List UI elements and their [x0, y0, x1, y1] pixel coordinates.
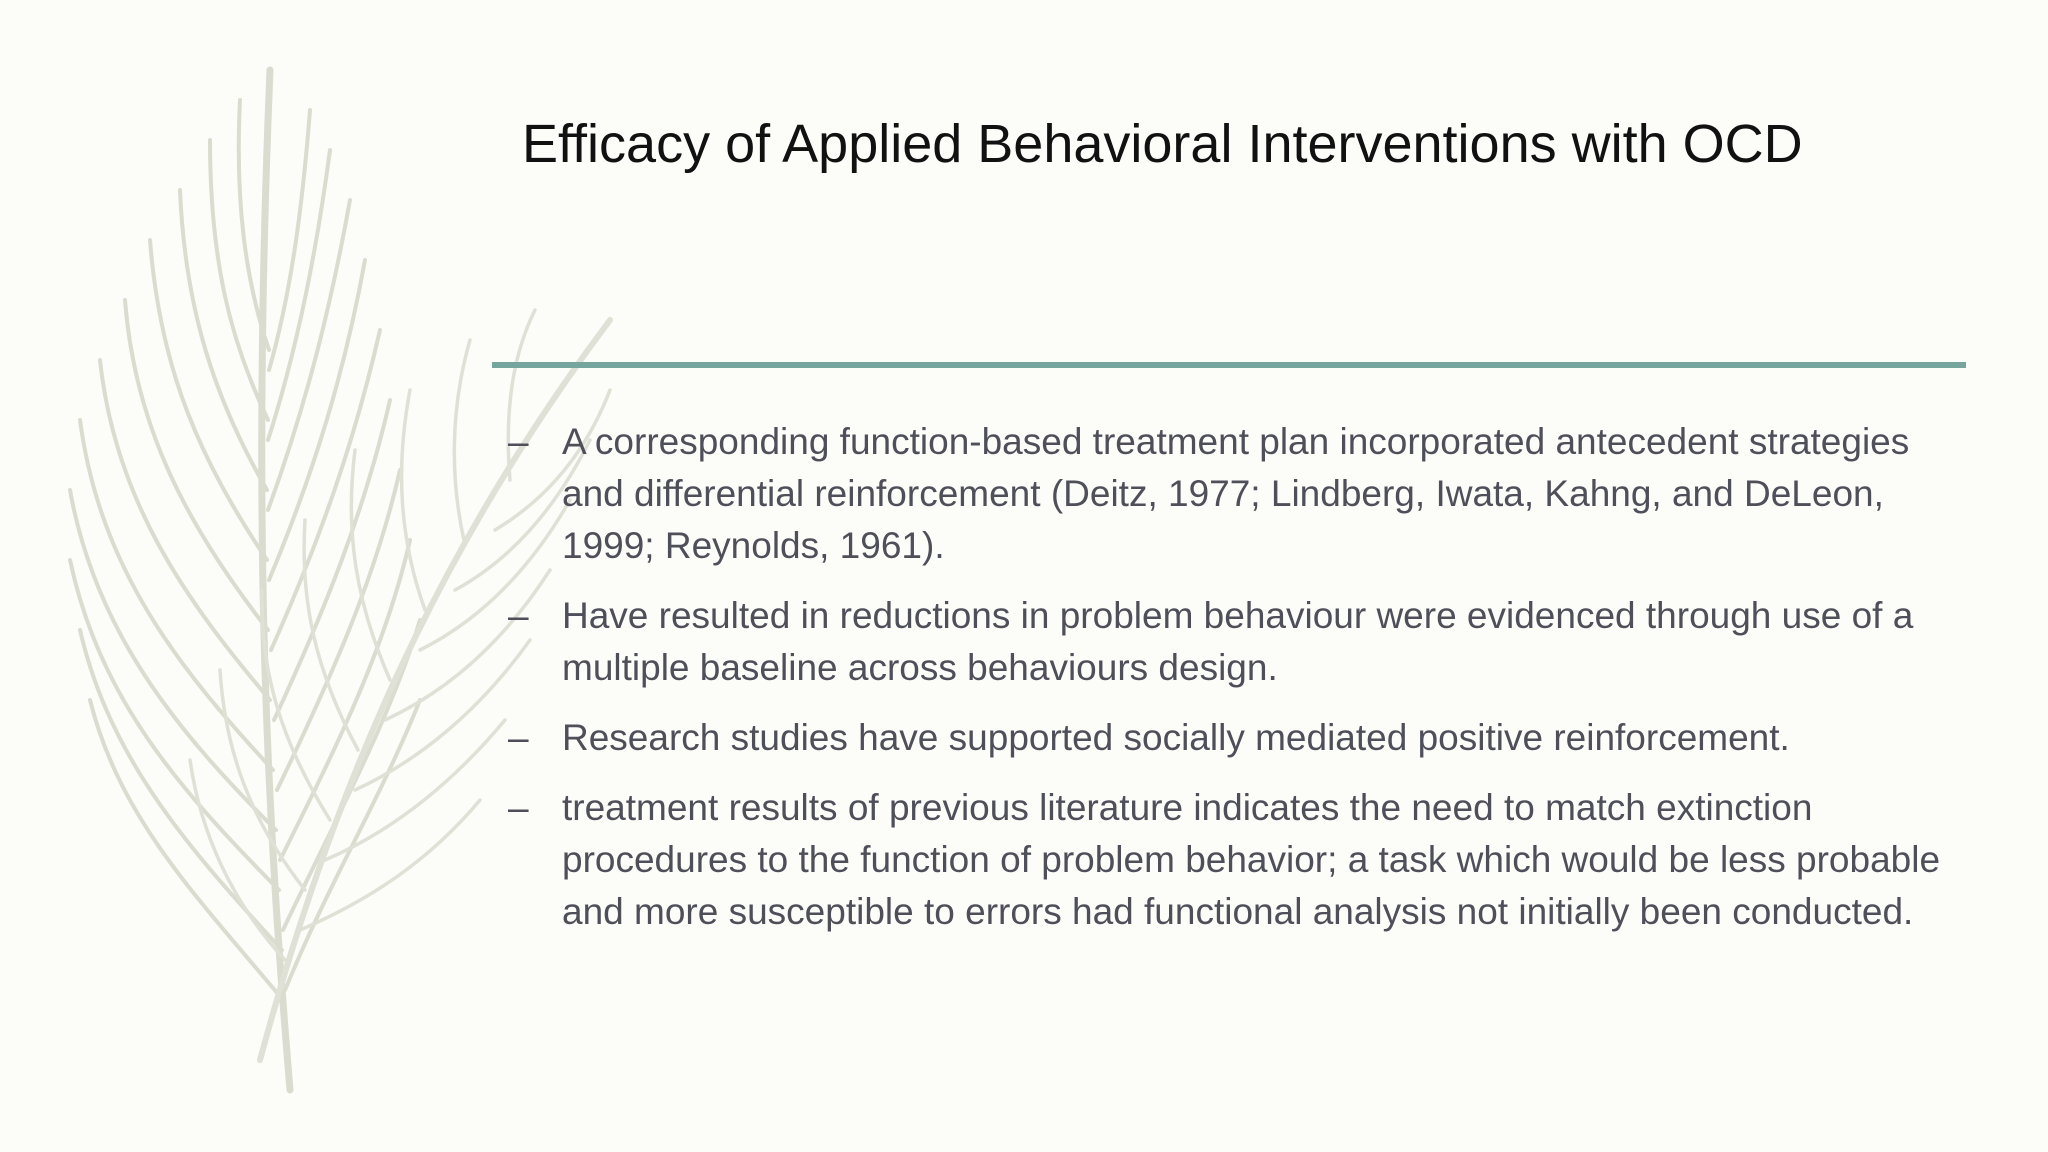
large-feather — [70, 70, 420, 1090]
bullet-text: treatment results of previous literature indicates the need to match extinction procedures to the function of problem behavior; a task which would be less probable and more susceptible to errors had functional analysis not initially been conducted. — [562, 787, 1941, 932]
bullet-dash: – — [508, 787, 529, 828]
bullet-text: Research studies have supported socially mediated positive reinforcement. — [562, 717, 1790, 758]
bullet-list — [504, 416, 1944, 956]
bullet-dash: – — [508, 421, 529, 462]
bullet-dash: – — [508, 717, 529, 758]
bullet-text: Have resulted in reductions in problem behaviour were evidenced through use of a multiple baseline across behaviours design. — [562, 595, 1914, 688]
bullet-item — [504, 712, 1944, 764]
bullet-text: A corresponding function-based treatment plan incorporated antecedent strategies and differential reinforcement (Deitz, 1977; Lindberg, Iwata, Kahng, and DeLeon, 1999; Reynolds, 1961). — [562, 421, 1910, 566]
title-divider — [492, 362, 1966, 368]
bullet-item — [504, 590, 1944, 694]
slide-title: Efficacy of Applied Behavioral Interventions with OCD — [522, 114, 1803, 174]
bullet-dash: – — [508, 595, 529, 636]
bullet-item — [504, 416, 1944, 572]
bullet-item — [504, 782, 1944, 938]
